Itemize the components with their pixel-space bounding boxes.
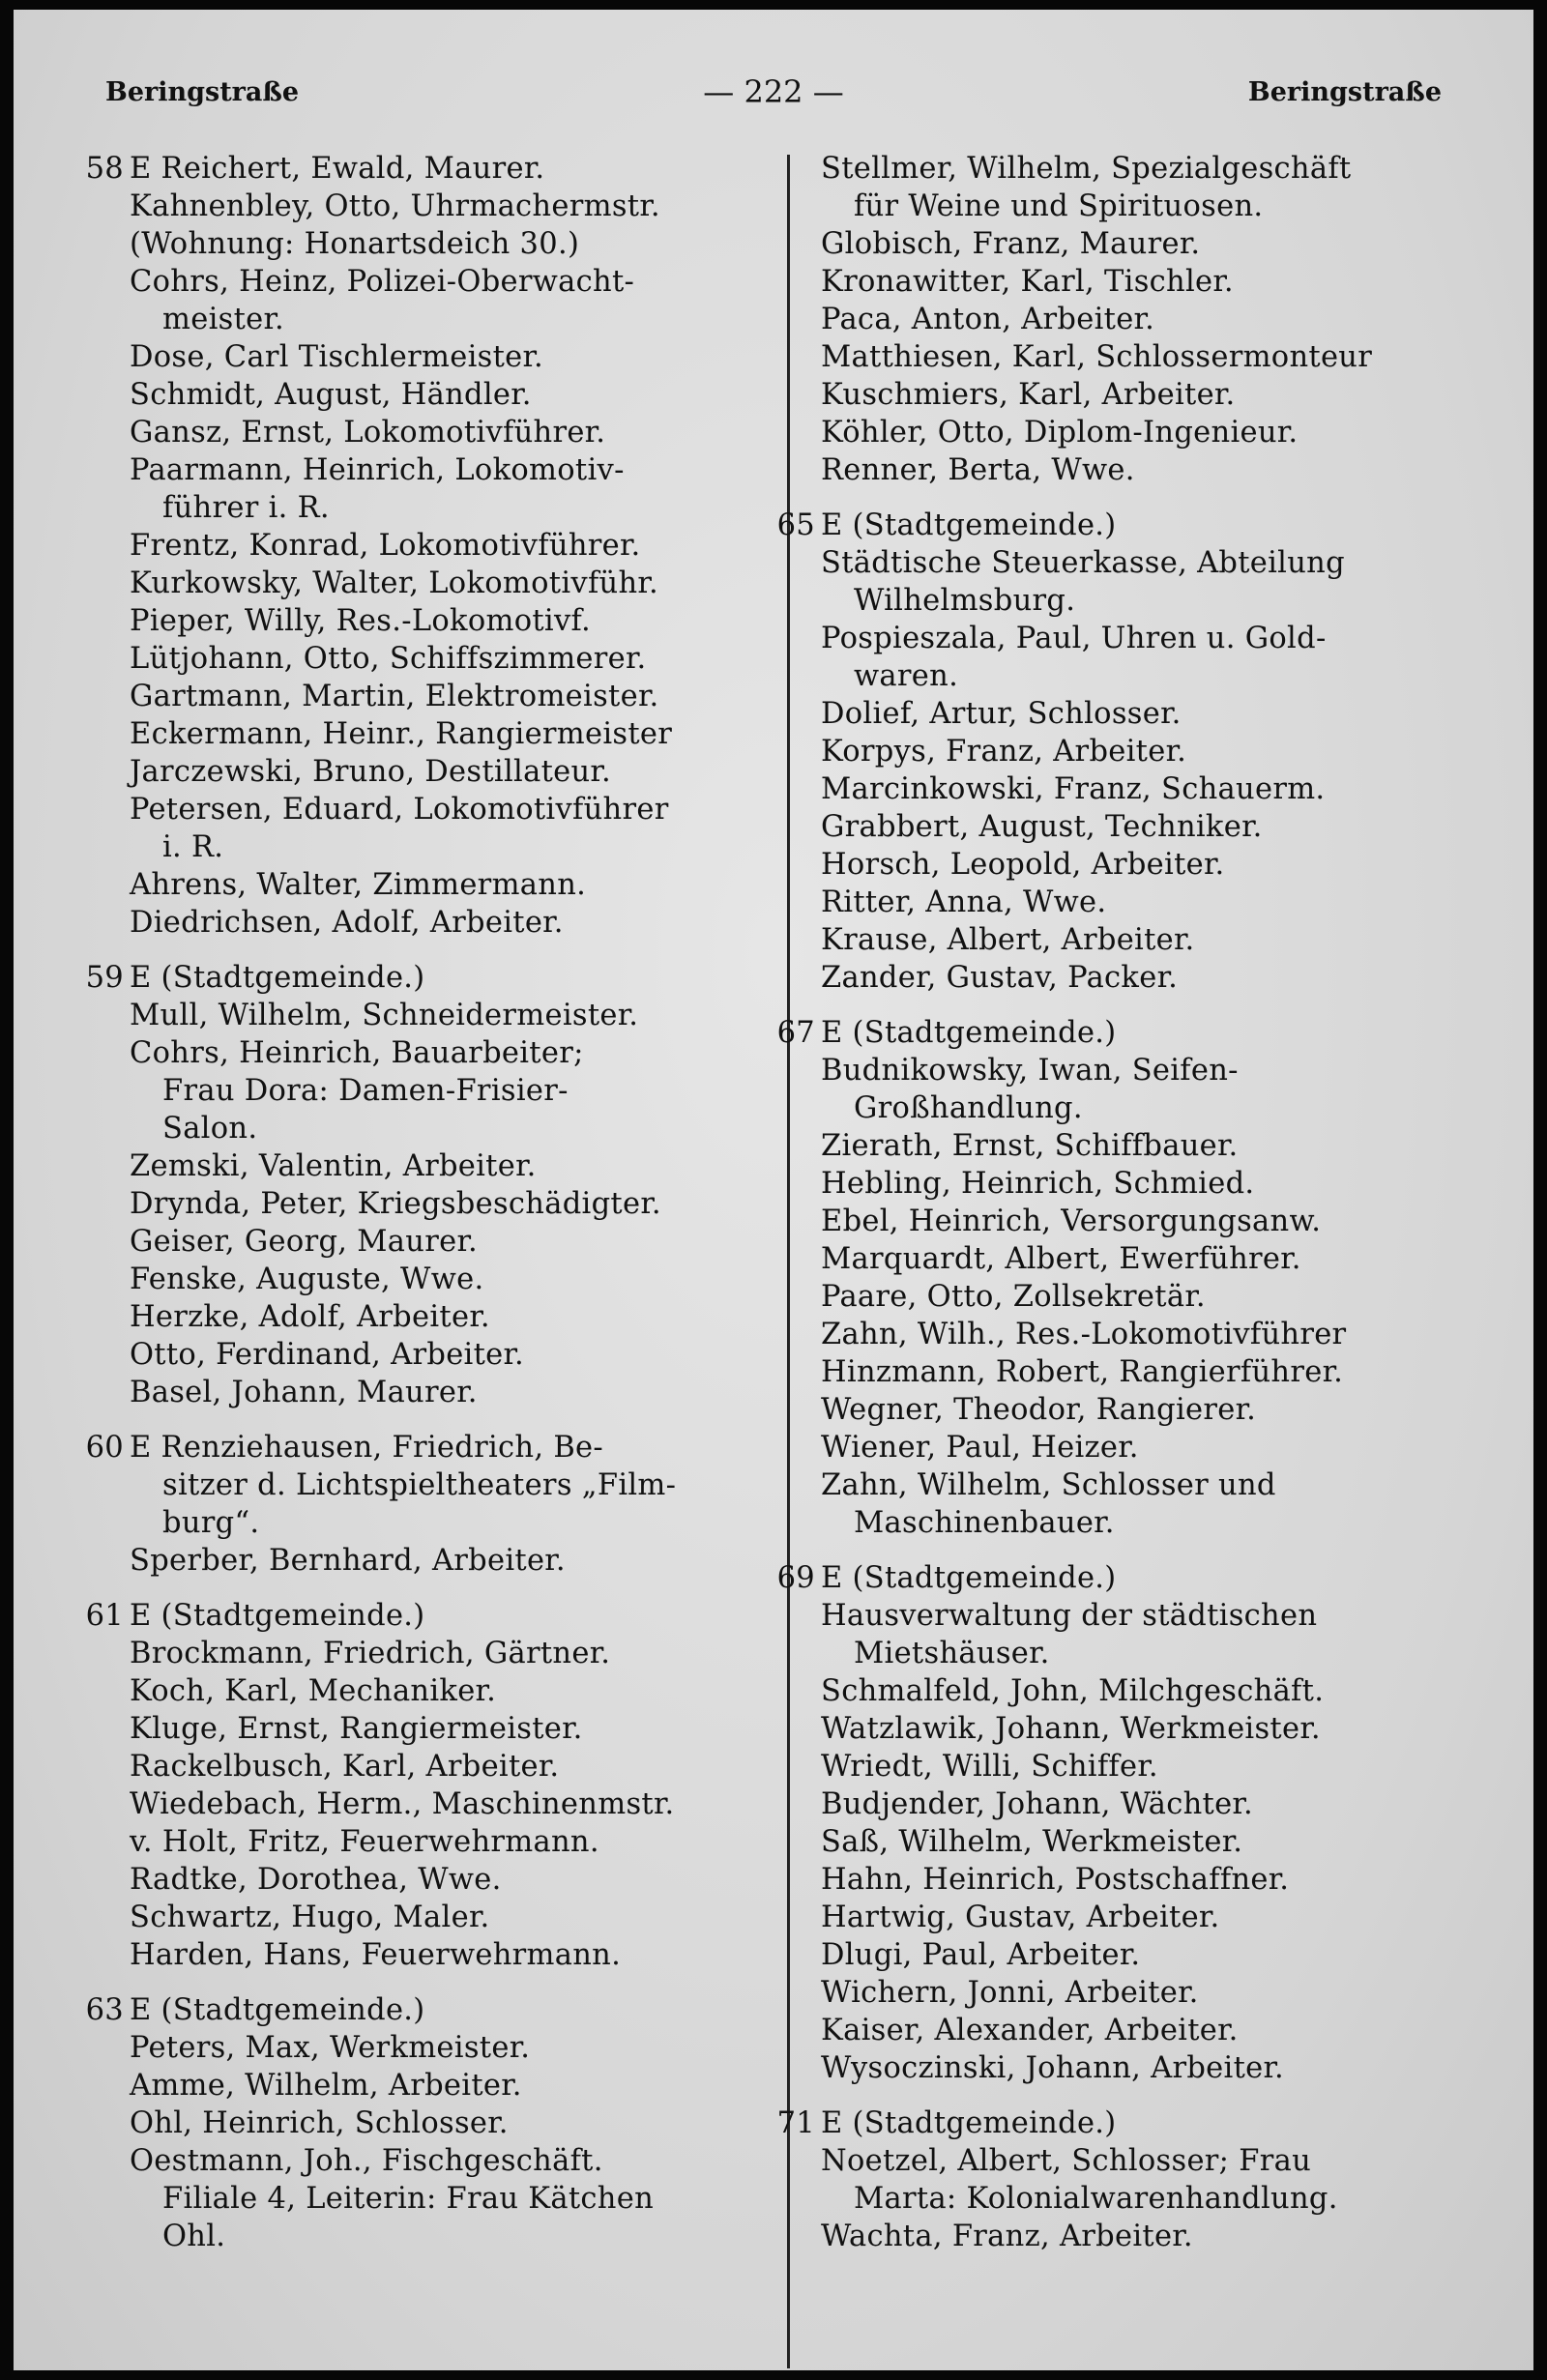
left-column	[85, 150, 777, 2273]
directory-page	[14, 10, 1533, 2370]
resident-line: Stellmer, Wilhelm, Spezialgeschäft	[821, 152, 1352, 186]
resident-line: Eckermann, Heinr., Rangiermeister	[130, 717, 673, 751]
resident-line: waren.	[854, 659, 959, 693]
resident-line: Ohl.	[162, 2220, 226, 2253]
resident-line: Krause, Albert, Arbeiter.	[821, 923, 1195, 957]
resident-line: (Wohnung: Honartsdeich 30.)	[130, 227, 580, 261]
resident-line: Cohrs, Heinz, Polizei-Oberwacht-	[130, 265, 635, 299]
running-head-left: Beringstraße	[105, 77, 300, 107]
house-entry	[85, 150, 777, 942]
resident-line: Ohl, Heinrich, Schlosser.	[130, 2106, 509, 2140]
resident-line: Schmidt, August, Händler.	[130, 378, 532, 412]
resident-line: Koch, Karl, Mechaniker.	[130, 1674, 497, 1708]
house-entry	[776, 507, 1503, 997]
resident-line: E (Stadtgemeinde.)	[821, 2106, 1117, 2140]
resident-line: Hausverwaltung der städtischen	[821, 1599, 1318, 1633]
resident-line: Rackelbusch, Karl, Arbeiter.	[130, 1750, 560, 1784]
resident-line: Pieper, Willy, Res.-Lokomotivf.	[130, 604, 592, 638]
resident-line: Geiser, Georg, Maurer.	[130, 1225, 478, 1259]
resident-line: Hahn, Heinrich, Postschaffner.	[821, 1863, 1290, 1897]
resident-line: Kurkowsky, Walter, Lokomotivführ.	[130, 566, 658, 600]
resident-line: v. Holt, Fritz, Feuerwehrmann.	[130, 1825, 599, 1859]
resident-line: Kronawitter, Karl, Tischler.	[821, 265, 1234, 299]
resident-line: Salon.	[162, 1112, 258, 1146]
resident-line: Zahn, Wilhelm, Schlosser und	[821, 1468, 1276, 1502]
house-entry	[85, 1991, 777, 2255]
resident-line: Drynda, Peter, Kriegsbeschädigter.	[130, 1187, 661, 1221]
resident-line: Korpys, Franz, Arbeiter.	[821, 735, 1187, 769]
resident-line: Frentz, Konrad, Lokomotivführer.	[130, 529, 641, 563]
resident-line: Renner, Berta, Wwe.	[821, 453, 1135, 487]
resident-line: Wichern, Jonni, Arbeiter.	[821, 1976, 1199, 2010]
resident-line: Horsch, Leopold, Arbeiter.	[821, 848, 1225, 882]
resident-line: Städtische Steuerkasse, Abteilung	[821, 546, 1345, 580]
resident-line: E (Stadtgemeinde.)	[130, 1993, 425, 2027]
resident-line: Zander, Gustav, Packer.	[821, 961, 1179, 995]
resident-line: Jarczewski, Bruno, Destillateur.	[130, 755, 611, 789]
resident-line: Otto, Ferdinand, Arbeiter.	[130, 1338, 525, 1372]
resident-line: Diedrichsen, Adolf, Arbeiter.	[130, 906, 564, 940]
resident-line: Ebel, Heinrich, Versorgungsanw.	[821, 1205, 1322, 1238]
resident-line: Ritter, Anna, Wwe.	[821, 885, 1107, 919]
resident-line: Köhler, Otto, Diplom-Ingenieur.	[821, 416, 1299, 450]
resident-line: Marta: Kolonialwarenhandlung.	[854, 2182, 1338, 2216]
resident-line: Zahn, Wilh., Res.-Lokomotivführer	[821, 1318, 1347, 1351]
resident-line: Budnikowsky, Iwan, Seifen-	[821, 1054, 1239, 1088]
house-entry	[821, 150, 1503, 489]
resident-line: Globisch, Franz, Maurer.	[821, 227, 1201, 261]
resident-line: Hebling, Heinrich, Schmied.	[821, 1167, 1255, 1201]
resident-line: Matthiesen, Karl, Schlossermonteur	[821, 340, 1373, 374]
resident-line: Zemski, Valentin, Arbeiter.	[130, 1149, 537, 1183]
house-entry	[776, 1559, 1503, 2087]
resident-line: E (Stadtgemeinde.)	[821, 1561, 1117, 1595]
house-number: 67	[776, 1016, 815, 1050]
resident-line: Peters, Max, Werkmeister.	[130, 2031, 531, 2065]
resident-line: E (Stadtgemeinde.)	[821, 1016, 1117, 1050]
resident-line: Saß, Wilhelm, Werkmeister.	[821, 1825, 1243, 1859]
house-number: 69	[776, 1561, 815, 1595]
house-entry	[85, 959, 777, 1411]
column-divider	[787, 155, 790, 2368]
resident-line: Mull, Wilhelm, Schneidermeister.	[130, 999, 639, 1032]
resident-line: Wriedt, Willi, Schiffer.	[821, 1750, 1158, 1784]
house-number: 60	[85, 1431, 124, 1465]
resident-line: Watzlawik, Johann, Werkmeister.	[821, 1712, 1321, 1746]
running-head-right: Beringstraße	[1247, 77, 1442, 107]
resident-line: Budjender, Johann, Wächter.	[821, 1787, 1253, 1821]
resident-line: meister.	[162, 303, 285, 336]
resident-line: Großhandlung.	[854, 1091, 1083, 1125]
resident-line: Amme, Wilhelm, Arbeiter.	[130, 2069, 522, 2103]
resident-line: Lütjohann, Otto, Schiffszimmerer.	[130, 642, 647, 676]
resident-line: Cohrs, Heinrich, Bauarbeiter;	[130, 1036, 584, 1070]
resident-line: Hartwig, Gustav, Arbeiter.	[821, 1901, 1220, 1934]
resident-line: Kaiser, Alexander, Arbeiter.	[821, 2014, 1239, 2047]
resident-line: Paare, Otto, Zollsekretär.	[821, 1280, 1206, 1314]
house-number: 65	[776, 508, 815, 542]
resident-line: Pospieszala, Paul, Uhren u. Gold-	[821, 622, 1327, 655]
resident-line: Kahnenbley, Otto, Uhrmachermstr.	[130, 189, 660, 223]
resident-line: Wachta, Franz, Arbeiter.	[821, 2220, 1193, 2253]
resident-line: Marcinkowski, Franz, Schauerm.	[821, 772, 1326, 806]
resident-line: Fenske, Auguste, Wwe.	[130, 1263, 484, 1296]
resident-line: Dlugi, Paul, Arbeiter.	[821, 1938, 1141, 1972]
resident-line: Filiale 4, Leiterin: Frau Kätchen	[162, 2182, 655, 2216]
resident-line: Ahrens, Walter, Zimmermann.	[130, 868, 587, 902]
resident-line: E (Stadtgemeinde.)	[130, 961, 425, 995]
resident-line: Herzke, Adolf, Arbeiter.	[130, 1300, 490, 1334]
resident-line: Radtke, Dorothea, Wwe.	[130, 1863, 502, 1897]
resident-line: Dolief, Artur, Schlosser.	[821, 697, 1182, 731]
resident-line: Schmalfeld, John, Milchgeschäft.	[821, 1674, 1325, 1708]
resident-line: Gansz, Ernst, Lokomotivführer.	[130, 416, 606, 450]
page-number: — 222 —	[703, 73, 844, 110]
resident-line: Wiener, Paul, Heizer.	[821, 1431, 1139, 1465]
house-entry	[85, 1429, 777, 1580]
resident-line: Kuschmiers, Karl, Arbeiter.	[821, 378, 1236, 412]
resident-line: Sperber, Bernhard, Arbeiter.	[130, 1544, 566, 1578]
resident-line: E (Stadtgemeinde.)	[821, 508, 1117, 542]
resident-line: Frau Dora: Damen-Frisier-	[162, 1074, 569, 1108]
resident-line: E Renziehausen, Friedrich, Be-	[130, 1431, 603, 1465]
resident-line: Wysoczinski, Johann, Arbeiter.	[821, 2051, 1285, 2085]
resident-line: Grabbert, August, Techniker.	[821, 810, 1263, 844]
resident-line: Hinzmann, Robert, Rangierführer.	[821, 1355, 1344, 1389]
resident-line: Basel, Johann, Maurer.	[130, 1376, 478, 1409]
right-column	[776, 150, 1503, 2273]
resident-line: Kluge, Ernst, Rangiermeister.	[130, 1712, 583, 1746]
house-number: 58	[85, 152, 124, 186]
resident-line: Paarmann, Heinrich, Lokomotiv-	[130, 453, 625, 487]
resident-line: i. R.	[162, 830, 224, 864]
resident-line: E Reichert, Ewald, Maurer.	[130, 152, 545, 186]
resident-line: Wiedebach, Herm., Maschinenmstr.	[130, 1787, 675, 1821]
resident-line: Zierath, Ernst, Schiffbauer.	[821, 1129, 1239, 1163]
resident-line: Wegner, Theodor, Rangierer.	[821, 1393, 1257, 1427]
house-number: 59	[85, 961, 124, 995]
resident-line: für Weine und Spirituosen.	[854, 189, 1264, 223]
resident-line: Noetzel, Albert, Schlosser; Frau	[821, 2144, 1312, 2178]
resident-line: Harden, Hans, Feuerwehrmann.	[130, 1938, 622, 1972]
house-number: 71	[776, 2106, 815, 2140]
resident-line: Marquardt, Albert, Ewerführer.	[821, 1242, 1301, 1276]
resident-line: Brockmann, Friedrich, Gärtner.	[130, 1637, 611, 1670]
house-entry	[85, 1597, 777, 1974]
resident-line: Gartmann, Martin, Elektromeister.	[130, 680, 659, 713]
resident-line: burg“.	[162, 1506, 260, 1540]
resident-line: sitzer d. Lichtspieltheaters „Film-	[162, 1468, 677, 1502]
resident-line: Oestmann, Joh., Fischgeschäft.	[130, 2144, 603, 2178]
resident-line: führer i. R.	[162, 491, 330, 525]
house-entry	[776, 1014, 1503, 1542]
house-number: 63	[85, 1993, 124, 2027]
house-entry	[776, 2104, 1503, 2255]
resident-line: Wilhelmsburg.	[854, 584, 1076, 618]
resident-line: E (Stadtgemeinde.)	[130, 1599, 425, 1633]
resident-line: Schwartz, Hugo, Maler.	[130, 1901, 490, 1934]
house-number: 61	[85, 1599, 124, 1633]
resident-line: Paca, Anton, Arbeiter.	[821, 303, 1155, 336]
resident-line: Dose, Carl Tischlermeister.	[130, 340, 544, 374]
resident-line: Petersen, Eduard, Lokomotivführer	[130, 793, 669, 827]
page-header	[105, 70, 1442, 118]
resident-line: Maschinenbauer.	[854, 1506, 1115, 1540]
resident-line: Mietshäuser.	[854, 1637, 1050, 1670]
